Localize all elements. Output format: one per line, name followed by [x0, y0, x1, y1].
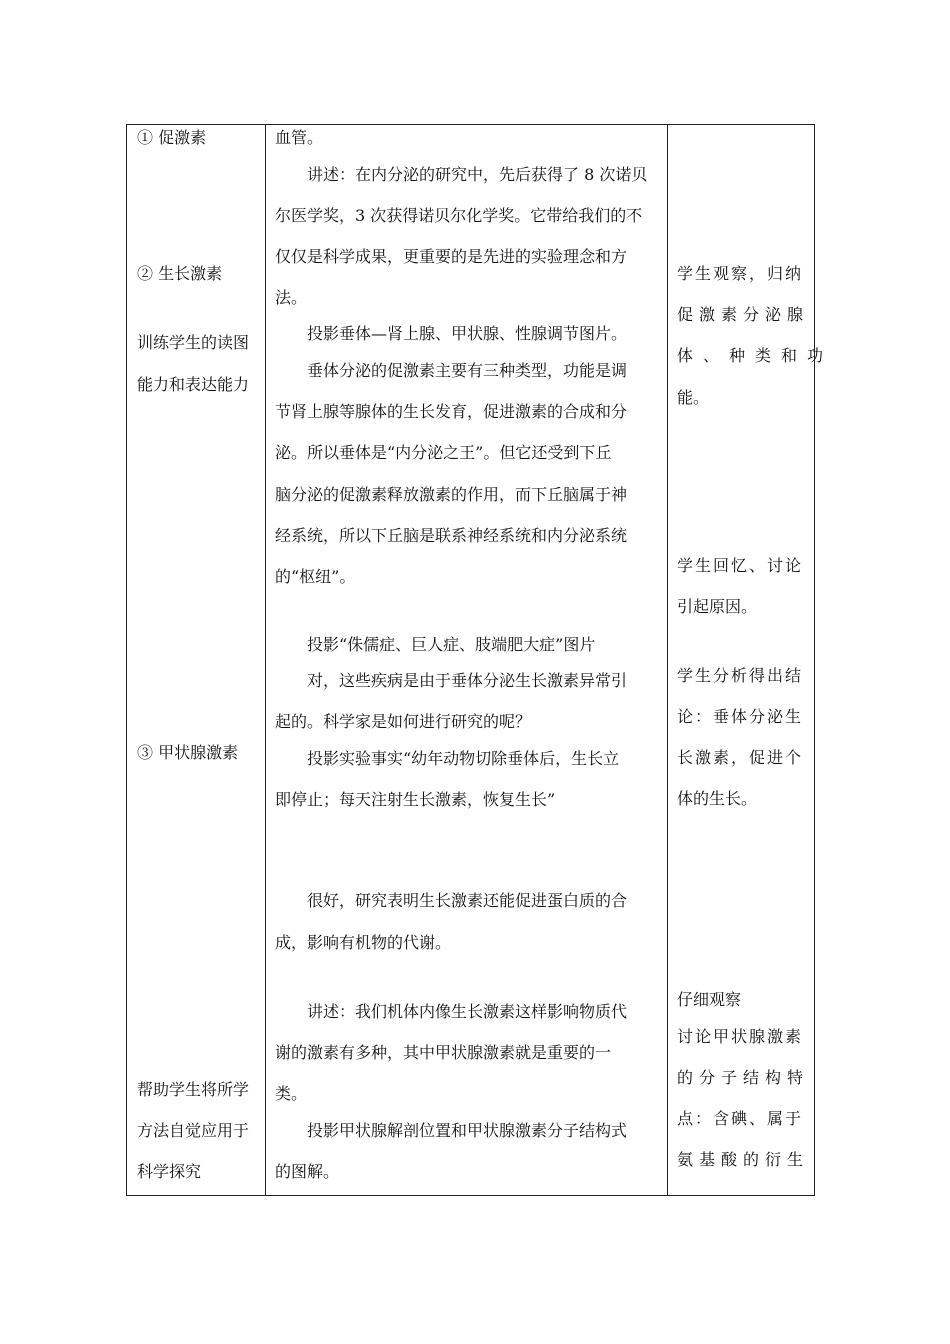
body-text: 血管。 [275, 128, 324, 147]
student-activity-column [669, 125, 834, 1195]
student-text: 引起原因。 [677, 597, 758, 616]
body-text: 投影垂体—肾上腺、甲状腺、性腺调节图片。 [307, 324, 628, 343]
body-text: 的“枢纽”。 [275, 567, 356, 586]
body-text: 谢的激素有多种，其中甲状腺激素就是重要的一 [275, 1043, 612, 1062]
body-text: 尔医学奖，3 次获得诺贝尔化学奖。它带给我们的不 [275, 206, 643, 225]
body-text: 投影实验事实“幼年动物切除垂体后，生长立 [307, 749, 620, 768]
purpose-text: 能力和表达能力 [137, 375, 250, 394]
purpose-text: 科学探究 [137, 1162, 202, 1181]
student-text: 仔细观察 [677, 990, 742, 1009]
purpose-text: 方法自觉应用于 [137, 1121, 250, 1140]
column-divider [265, 125, 266, 1195]
body-text: 投影“侏儒症、巨人症、肢端肥大症”图片 [307, 635, 596, 654]
student-text: 长激素，促进个 [677, 748, 804, 767]
body-text: 即停止；每天注射生长激素，恢复生长” [275, 790, 556, 809]
content-column [127, 125, 265, 1195]
body-text: 对，这些疾病是由于垂体分泌生长激素异常引 [307, 671, 628, 690]
student-text: 论：垂体分泌生 [677, 707, 804, 726]
student-text: 学生观察，归纳 [677, 264, 804, 283]
body-text: 起的。科学家是如何进行研究的呢？ [275, 712, 532, 731]
topic-jiazhuangxian: ③ 甲状腺激素 [137, 743, 239, 762]
column-divider [667, 125, 668, 1195]
body-text: 讲述：我们机体内像生长激素这样影响物质代 [307, 1002, 628, 1021]
student-text: 能。 [677, 388, 710, 407]
body-text: 的图解。 [275, 1162, 340, 1181]
body-text: 类。 [275, 1084, 308, 1103]
student-text: 学生回忆、讨论 [677, 556, 804, 575]
body-text: 仅仅是科学成果，更重要的是先进的实验理念和方 [275, 247, 628, 266]
body-text: 讲述：在内分泌的研究中，先后获得了 8 次诺贝 [307, 165, 648, 184]
body-text: 泌。所以垂体是“内分泌之王”。但它还受到下丘 [275, 443, 612, 462]
body-text: 投影甲状腺解剖位置和甲状腺激素分子结构式 [307, 1121, 628, 1140]
topic-shengzhang: ② 生长激素 [137, 264, 223, 283]
student-text: 氨基酸的衍生 [677, 1150, 810, 1169]
body-text: 节肾上腺等腺体的生长发育，促进激素的合成和分 [275, 402, 628, 421]
student-text: 点：含碘、属于 [677, 1109, 804, 1128]
student-text: 学生分析得出结 [677, 666, 804, 685]
body-text: 经系统，所以下丘脑是联系神经系统和内分泌系统 [275, 526, 628, 545]
student-text: 讨论甲状腺激素 [677, 1027, 804, 1046]
body-text: 成，影响有机物的代谢。 [275, 933, 452, 952]
purpose-text: 帮助学生将所学 [137, 1080, 250, 1099]
lesson-plan-table [126, 124, 834, 1196]
topic-cuxisu: ① 促激素 [137, 128, 207, 147]
student-text: 体、种类和功 [677, 346, 834, 365]
teacher-activity-column [267, 125, 665, 1195]
purpose-text: 训练学生的读图 [137, 333, 250, 352]
student-text: 促激素分泌腺 [677, 305, 810, 324]
student-text: 的分子结构特 [677, 1068, 810, 1087]
body-text: 脑分泌的促激素释放激素的作用，而下丘脑属于神 [275, 485, 628, 504]
body-text: 法。 [275, 288, 308, 307]
body-text: 很好，研究表明生长激素还能促进蛋白质的合 [307, 891, 628, 910]
body-text: 垂体分泌的促激素主要有三种类型，功能是调 [307, 361, 628, 380]
student-text: 体的生长。 [677, 789, 758, 808]
